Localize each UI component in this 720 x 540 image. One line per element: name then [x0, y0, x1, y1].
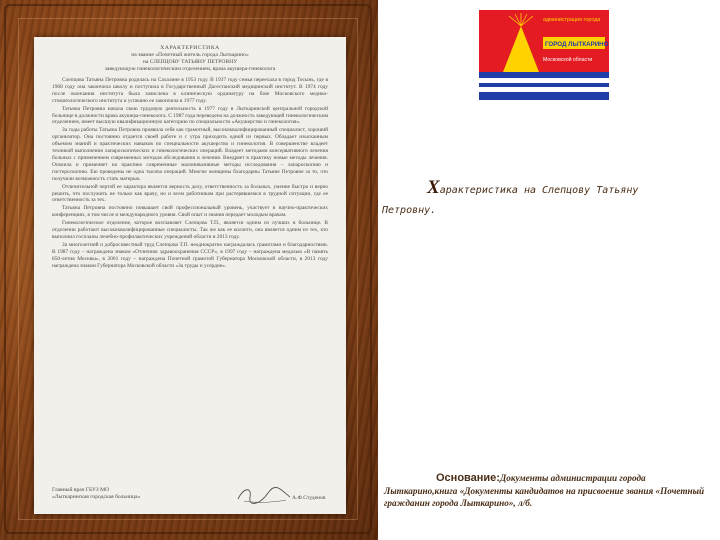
signature-image: [234, 483, 294, 507]
caption-line1-text: арактеристика на Слепцову Татьяну: [439, 185, 639, 196]
emblem-line2: ГОРОД ЛЫТКАРИНО: [545, 41, 609, 48]
caption-line1: [382, 174, 712, 204]
document-paragraph: Отличительной чертой ее характера является верность делу, ответственность за больных, умение быстро и верно решить, что послужить не только как врачу, но и всем работникам при растерявшемся в трудной ситуации, где ее ответственность за тех.: [52, 183, 328, 204]
caption-initial: Х: [427, 177, 440, 198]
emblem-line1: администрация города: [543, 17, 601, 23]
document-subtitle: на звание «Почетный житель города Лыткарино»: [131, 52, 249, 58]
document-paragraph: За многолетний и добросовестный труд Слепцова Т.П. неоднократно награждалась грамотами и благодарностями. В 1987 году – награждена знаком «Отличник здравоохранения СССР», в 1997 году – награждена медалью «В память 850-летия Москвы», в 2001 году – награждена Почетной грамотой Губернатора Московской области, в 2013 году награждена знаком Губернатора Московской области «За труды и усердие».: [52, 241, 328, 269]
document-position: заведующую гинекологическим отделением, врача акушера-гинеколога: [104, 66, 276, 72]
signer-name: А.Ф.Студенов: [292, 495, 326, 501]
document-sign-block: [52, 487, 140, 501]
document-person: на СЛЕПЦОВУ ТАТЬЯНУ ПЕТРОВНУ: [142, 59, 238, 65]
basis-text: Документы администрации города Лыткарино,книга «Документы кандидатов на присвоение звания «Почетный гражданин города Лыткарино», л/б.: [384, 473, 705, 508]
document-paragraph: Татьяна Петровна начала свою трудовую деятельность в 1977 году в Лыткаринской центральной городской больнице в должности врача акушера-гинеколога. С 1987 года переведена на должность заведующей гинекологическим отделением, имеет высшую квалификационную категорию по специальности «Акушерство и гинекология».: [52, 105, 329, 126]
document-page: [34, 37, 346, 514]
document-paragraph: Слепцова Татьяна Петровна родилась на Сахалине в 1953 году. В 1937 году семья переехала в город Тосынь, где в 1968 году она закончила школу и поступила в Государственный Дагестанский медицинский институт. В 1974 году после окончания института была зачислена в клиническую ординатуру на базе Московского медико-стоматологического института и успешно ее закончила в 1977 году.: [52, 77, 328, 104]
document-header: [34, 37, 346, 73]
sign-title: Главный врач ГБУЗ МО: [52, 487, 110, 493]
basis-lead: Основание:: [436, 472, 500, 484]
basis-note: [384, 472, 714, 510]
emblem-wave-stripe-2: [479, 87, 609, 92]
document-paragraph: За годы работы Татьяна Петровна проявила себя как грамотный, высококвалифицированный специалист, хороший организатор. Она постоянно отдается своей работе и с утра приходить одной из первых. Обладает изысканным объемом знаний и практических навыков по специальности акушерство и гинекология. В совершенстве владеет техникой выполнения лапароскопических и гинекологических операций. Владеет методами консервативного лечения больных с применением современных методов обследования и лечения. Внедряет в практику новые методы лечения. Освоила и применяет на практике современные малоинвазивные методы исследования – лапароскопию и гистероскопию. Ею проведены не одна тысяча операций. Многие женщины благодарны Татьяне Петровне за то, что получили возможность стать матерью.: [52, 127, 328, 182]
document-paragraph: Татьяна Петровна постоянно повышает свой профессиональный уровень, участвует в научно-практических конференциях, в том числе и международного уровня. Свой опыт и знания передает молодым врачам.: [52, 205, 328, 219]
emblem-blue-field: [479, 72, 609, 100]
caption-line2: Петровну.: [382, 205, 437, 216]
document-paragraph: Гинекологическое отделение, которое возглавляет Слепцова Т.П., является одним из лучших в больнице. В отделении работают высококвалифицированные специалисты. Так же как ее коллеги, она является одним из тех, кто выполнил госпланы лечебно-профилактических учреждений области в 2013 году.: [52, 220, 328, 240]
emblem-line3: Московской области: [543, 57, 593, 63]
emblem-wave-stripe: [479, 78, 609, 83]
document-body: [34, 73, 346, 269]
sign-org: «Лыткаринская городская больница»: [52, 494, 141, 500]
slide-caption: [382, 174, 712, 218]
document-title: ХАРАКТЕРИСТИКА: [160, 45, 220, 51]
city-emblem: [479, 10, 609, 100]
